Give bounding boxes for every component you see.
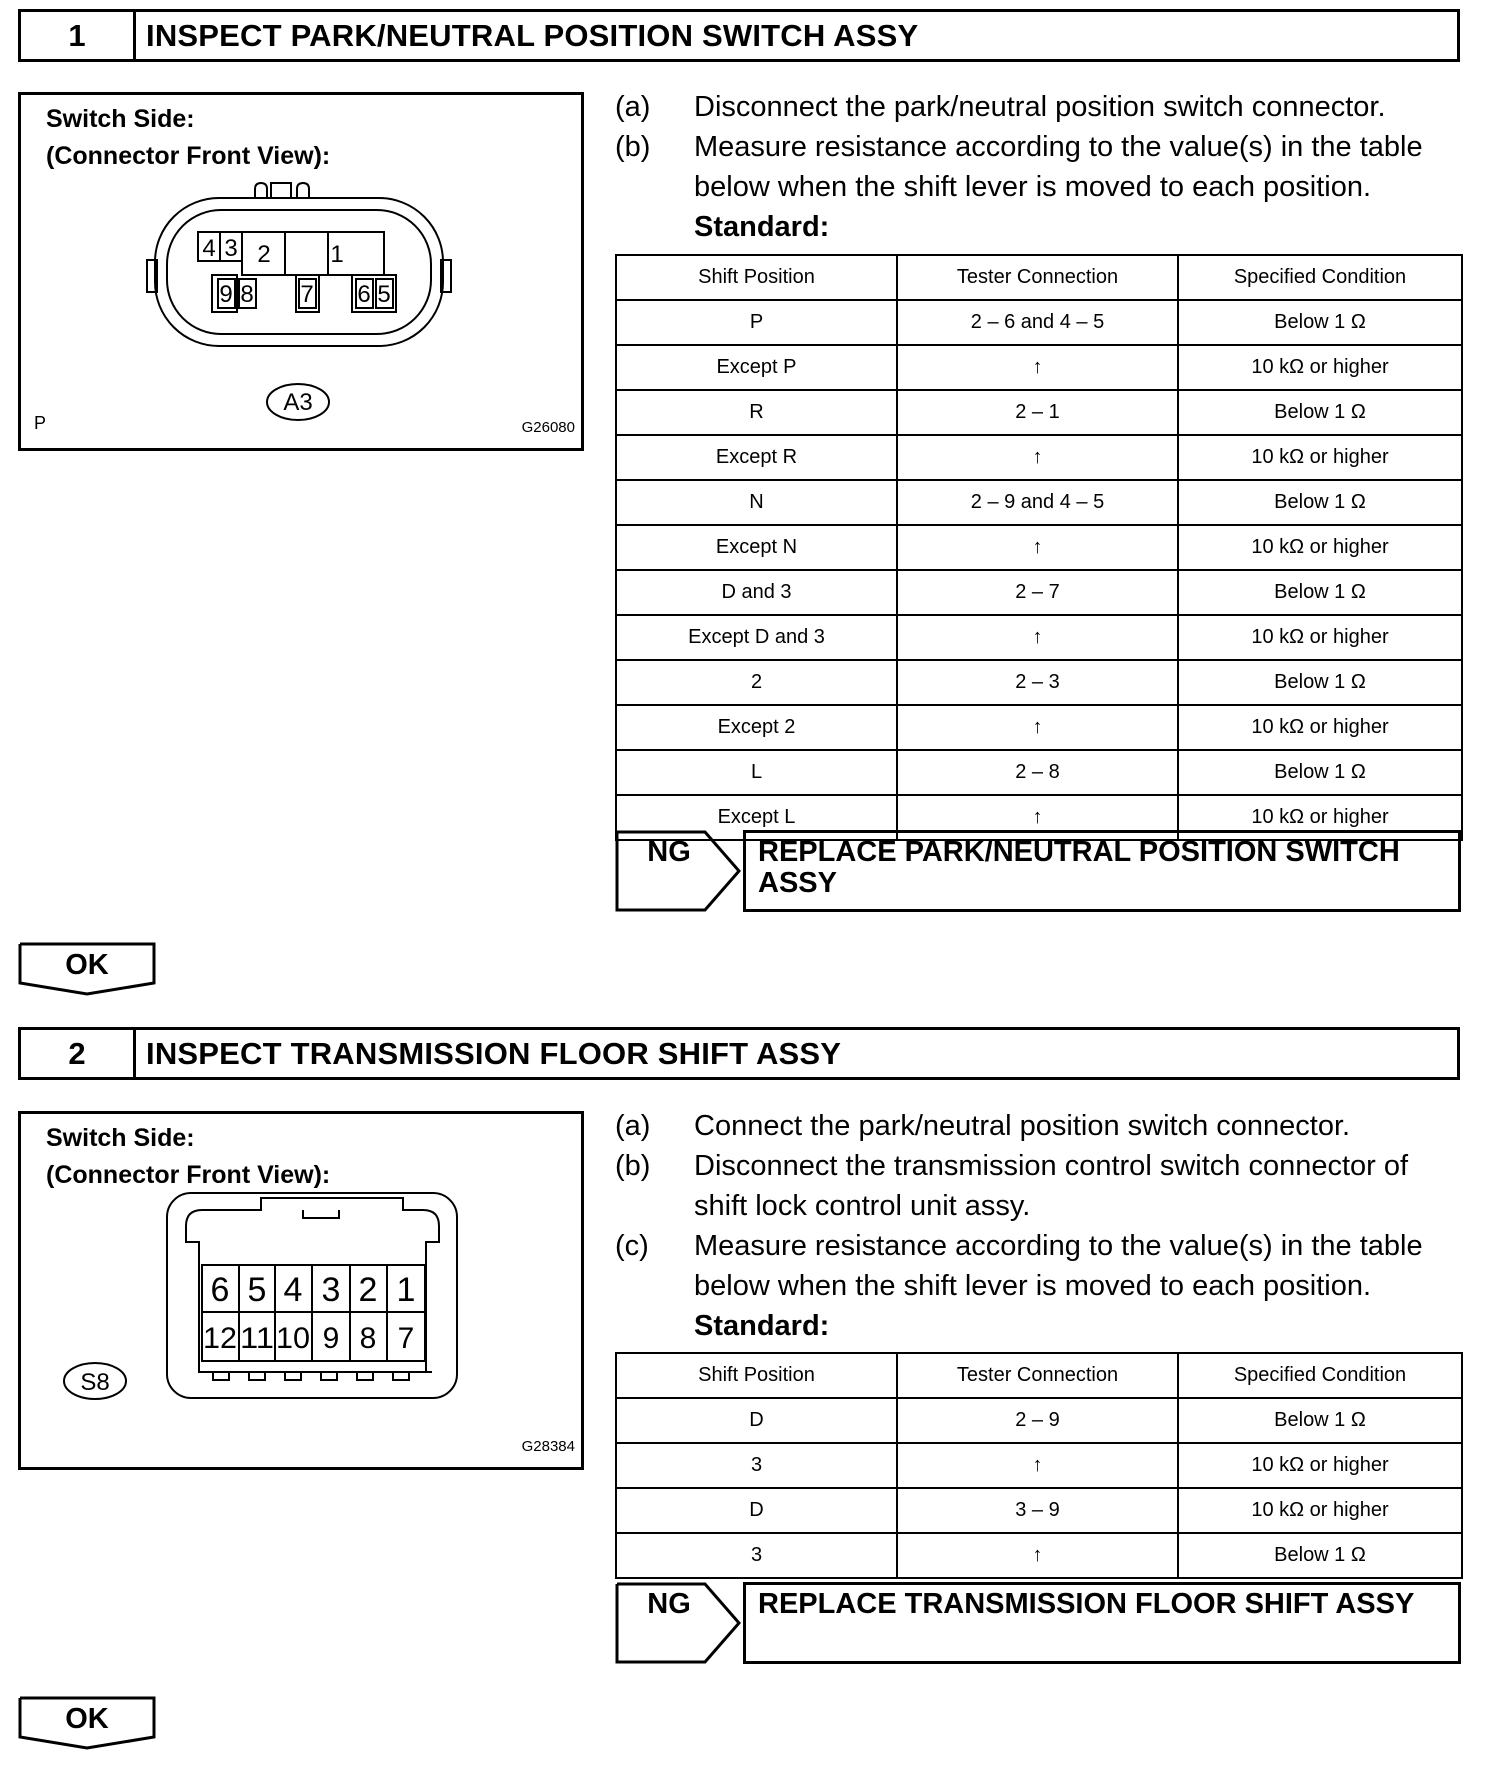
figure-label-line1: Switch Side:	[46, 1124, 195, 1152]
pin-5: 5	[377, 281, 391, 308]
table-cell: 10 kΩ or higher	[1178, 1443, 1462, 1488]
ok-label: OK	[65, 949, 109, 981]
table-row	[616, 300, 1462, 345]
table-header-cell: Shift Position	[616, 1353, 897, 1398]
table-cell: ↑	[897, 615, 1178, 660]
pin-4: 4	[283, 1271, 303, 1309]
step-text: Disconnect the transmission control switch connector of shift lock control unit assy.	[694, 1150, 1409, 1222]
table-cell: Except D and 3	[616, 615, 897, 660]
step-letter: (a)	[615, 91, 651, 123]
table-cell: 2 – 9 and 4 – 5	[897, 480, 1178, 525]
table-cell: ↑	[897, 1443, 1178, 1488]
section2-ng-result	[615, 1582, 1461, 1664]
standard-label: Standard:	[694, 211, 830, 243]
table-cell: Except P	[616, 345, 897, 390]
table-cell: Below 1 Ω	[1178, 660, 1462, 705]
table-cell: P	[616, 300, 897, 345]
section1-title: INSPECT PARK/NEUTRAL POSITION SWITCH ASSY	[146, 17, 919, 53]
table-cell: D	[616, 1488, 897, 1533]
pin-8: 8	[359, 1322, 377, 1355]
table-cell: 3 – 9	[897, 1488, 1178, 1533]
table-cell: Below 1 Ω	[1178, 390, 1462, 435]
pin-5: 5	[247, 1271, 267, 1309]
figure-label-line2: (Connector Front View):	[46, 142, 331, 170]
table-cell: 10 kΩ or higher	[1178, 795, 1462, 840]
table-cell: ↑	[897, 345, 1178, 390]
step-text: Connect the park/neutral position switch connector.	[694, 1110, 1351, 1142]
table-cell: D	[616, 1398, 897, 1443]
pin-11: 11	[240, 1322, 274, 1355]
section2-header	[18, 1027, 1460, 1080]
table-cell: 2	[616, 660, 897, 705]
table-cell: 3	[616, 1533, 897, 1578]
pin-9: 9	[219, 281, 233, 308]
section2-number: 2	[21, 1030, 136, 1077]
step-letter: (a)	[615, 1110, 651, 1142]
pin-1: 1	[396, 1271, 416, 1309]
table-cell: D and 3	[616, 570, 897, 615]
section1-ok-result	[18, 942, 156, 996]
step-b	[615, 127, 1465, 207]
table-row	[616, 750, 1462, 795]
table-cell: ↑	[897, 795, 1178, 840]
ng-action-text: REPLACE PARK/NEUTRAL POSITION SWITCH ASSY	[743, 830, 1461, 912]
section2-steps	[615, 1106, 1465, 1346]
pin-2: 2	[257, 241, 271, 268]
table-cell: 10 kΩ or higher	[1178, 1488, 1462, 1533]
connector-id: S8	[80, 1369, 110, 1396]
section2-ok-result	[18, 1696, 156, 1750]
connector-id: A3	[283, 389, 313, 416]
table-row	[616, 705, 1462, 750]
pin-6: 6	[210, 1271, 230, 1309]
table-cell: 2 – 3	[897, 660, 1178, 705]
section2-figure	[18, 1111, 584, 1470]
figure-corner-letter: P	[34, 413, 47, 433]
table-cell: 2 – 6 and 4 – 5	[897, 300, 1178, 345]
pin-6: 6	[357, 281, 371, 308]
pin-7: 7	[300, 281, 314, 308]
step-a	[615, 87, 1465, 127]
table-header-cell: Specified Condition	[1178, 255, 1462, 300]
table-cell: 2 – 1	[897, 390, 1178, 435]
step-text: Measure resistance according to the value(s) in the table below when the shift lever is moved to each position.	[694, 1230, 1423, 1302]
table-row	[616, 525, 1462, 570]
section1-steps	[615, 87, 1465, 247]
table-cell: N	[616, 480, 897, 525]
table-cell: 10 kΩ or higher	[1178, 345, 1462, 390]
table-row	[616, 1533, 1462, 1578]
section2-spec-table	[615, 1352, 1463, 1579]
pin-12: 12	[203, 1322, 237, 1355]
table-cell: Below 1 Ω	[1178, 1398, 1462, 1443]
table-row	[616, 480, 1462, 525]
step-letter: (c)	[615, 1230, 649, 1262]
ng-action-text: REPLACE TRANSMISSION FLOOR SHIFT ASSY	[743, 1582, 1461, 1664]
table-cell: 10 kΩ or higher	[1178, 615, 1462, 660]
table-row	[616, 435, 1462, 480]
figure-label-line2: (Connector Front View):	[46, 1161, 331, 1189]
table-row	[616, 1443, 1462, 1488]
standard-label: Standard:	[694, 1310, 830, 1342]
table-cell: ↑	[897, 1533, 1178, 1578]
table-row	[616, 390, 1462, 435]
table-cell: Below 1 Ω	[1178, 750, 1462, 795]
table-cell: Below 1 Ω	[1178, 300, 1462, 345]
section1-header	[18, 9, 1460, 62]
table-header-row	[616, 1353, 1462, 1398]
ng-label: NG	[647, 836, 691, 868]
table-row	[616, 615, 1462, 660]
figure-label-line1: Switch Side:	[46, 105, 195, 133]
step-text: Disconnect the park/neutral position switch connector.	[694, 91, 1386, 123]
table-cell: 10 kΩ or higher	[1178, 435, 1462, 480]
table-cell: ↑	[897, 705, 1178, 750]
table-cell: Except N	[616, 525, 897, 570]
table-header-cell: Shift Position	[616, 255, 897, 300]
step-a	[615, 1106, 1465, 1146]
table-cell: 2 – 8	[897, 750, 1178, 795]
ng-arrow	[615, 830, 741, 912]
pin-1: 1	[330, 241, 344, 268]
step-letter: (b)	[615, 1150, 651, 1182]
table-row	[616, 1398, 1462, 1443]
step-b	[615, 1146, 1465, 1226]
table-header-row	[616, 255, 1462, 300]
table-cell: 2 – 9	[897, 1398, 1178, 1443]
figure-code: G26080	[521, 419, 575, 436]
ok-label: OK	[65, 1703, 109, 1735]
table-cell: L	[616, 750, 897, 795]
table-row	[616, 570, 1462, 615]
connector-s8-diagram	[21, 1114, 581, 1467]
table-cell: 10 kΩ or higher	[1178, 705, 1462, 750]
section1-spec-table	[615, 254, 1463, 841]
table-cell: Except L	[616, 795, 897, 840]
table-cell: Except 2	[616, 705, 897, 750]
pin-8: 8	[240, 281, 254, 308]
table-cell: Except R	[616, 435, 897, 480]
table-cell: ↑	[897, 435, 1178, 480]
pin-9: 9	[322, 1322, 340, 1355]
pin-3: 3	[224, 235, 238, 262]
section1-ng-result	[615, 830, 1461, 912]
table-cell: Below 1 Ω	[1178, 480, 1462, 525]
section1-figure	[18, 92, 584, 451]
table-header-cell: Specified Condition	[1178, 1353, 1462, 1398]
table-cell: 10 kΩ or higher	[1178, 525, 1462, 570]
connector-a3-diagram	[21, 95, 581, 448]
section2-title: INSPECT TRANSMISSION FLOOR SHIFT ASSY	[146, 1035, 842, 1071]
table-cell: 3	[616, 1443, 897, 1488]
figure-code: G28384	[521, 1438, 575, 1455]
table-header-cell: Tester Connection	[897, 255, 1178, 300]
pin-2: 2	[358, 1271, 378, 1309]
table-cell: Below 1 Ω	[1178, 1533, 1462, 1578]
ng-arrow	[615, 1582, 741, 1664]
table-cell: Below 1 Ω	[1178, 570, 1462, 615]
section1-number: 1	[21, 12, 136, 59]
pin-10: 10	[276, 1322, 310, 1355]
table-cell: 2 – 7	[897, 570, 1178, 615]
ng-label: NG	[647, 1588, 691, 1620]
pin-7: 7	[397, 1322, 415, 1355]
pin-3: 3	[321, 1271, 341, 1309]
table-cell: R	[616, 390, 897, 435]
table-row	[616, 345, 1462, 390]
step-c	[615, 1226, 1465, 1306]
table-cell: ↑	[897, 525, 1178, 570]
step-text: Measure resistance according to the value(s) in the table below when the shift lever is moved to each position.	[694, 131, 1423, 203]
table-row	[616, 1488, 1462, 1533]
table-header-cell: Tester Connection	[897, 1353, 1178, 1398]
step-letter: (b)	[615, 131, 651, 163]
pin-4: 4	[202, 235, 216, 262]
table-row	[616, 660, 1462, 705]
